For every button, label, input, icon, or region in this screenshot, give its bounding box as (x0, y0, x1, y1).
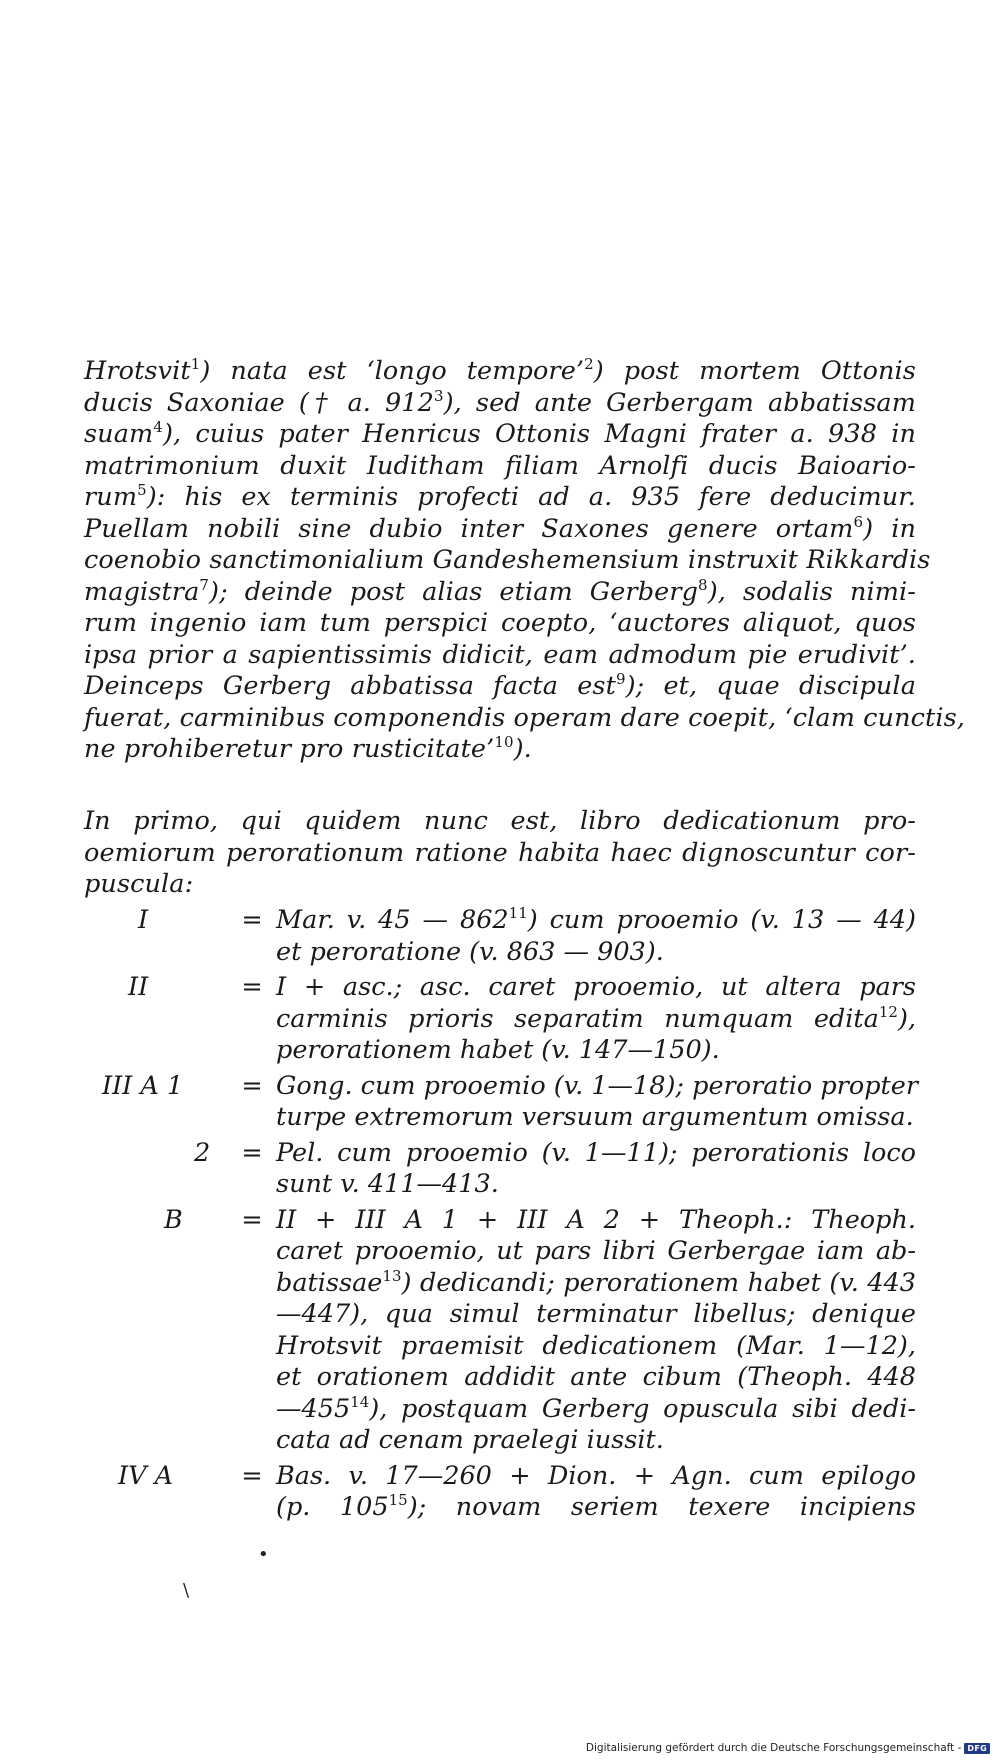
entry-description (276, 1461, 916, 1524)
footnote-ref: 11 (508, 904, 528, 922)
text-run: —455 (276, 1393, 351, 1424)
text-run: Mar. v. 45 — 862 (276, 905, 509, 935)
text-line (276, 1035, 916, 1067)
text-run: ); et, quae discipula (625, 671, 916, 701)
text-run: rum ingenio iam tum perspici coepto, ‘auctores aliquot, quos (84, 608, 916, 638)
text-run: ) nata est ‘longo tempore’ (200, 356, 585, 386)
text-run: Bas. v. 17—260 + Dion. + Agn. cum epilogo (276, 1460, 916, 1491)
footnote-ref: 1 (190, 355, 201, 373)
equals-sign: = (241, 1204, 263, 1235)
text-run: Puellam nobili sine dubio inter Saxones genere ortam (84, 513, 854, 544)
text-line (84, 640, 916, 672)
text-run: turpe extremorum versuum argumentum omissa. (276, 1102, 914, 1132)
text-run: —447), qua simul terminatur libellus; denique (276, 1299, 916, 1329)
entry-description (276, 1138, 916, 1201)
text-line (276, 1169, 916, 1201)
text-run: cata ad cenam praelegi iussit. (276, 1425, 664, 1455)
entry-label: 2 (194, 1137, 211, 1168)
text-line (276, 1425, 916, 1457)
text-line (276, 1492, 916, 1524)
text-run: et peroratione (v. 863 — 903). (276, 936, 664, 967)
text-run: ), sodalis nimi- (707, 576, 916, 607)
text-line (276, 1205, 916, 1237)
text-line (84, 734, 916, 766)
entry-label: II (128, 972, 149, 1002)
dedication-list (84, 904, 919, 1528)
text-run: In primo, qui quidem nunc est, libro dedicationum pro- (84, 806, 916, 836)
entry-description (276, 905, 916, 968)
footnote-ref: 6 (853, 512, 864, 531)
footnote-ref: 15 (388, 1491, 408, 1509)
text-line (84, 388, 916, 420)
text-run: et orationem addidit ante cibum (Theoph. 448 (276, 1362, 916, 1392)
text-run: ipsa prior a sapientissimis didicit, eam admodum pie erudivit’. (84, 639, 916, 670)
text-line (276, 1004, 916, 1036)
footnote-ref: 4 (153, 418, 163, 436)
text-line (276, 1299, 916, 1331)
text-run: ducis Saxoniae († a. 912 (84, 387, 434, 418)
text-line (84, 356, 916, 388)
footnote-ref: 5 (137, 481, 147, 499)
list-item (84, 1205, 916, 1457)
text-run: sunt v. 411—413. (276, 1169, 499, 1199)
footnote-ref: 12 (878, 1002, 898, 1021)
text-line (276, 1102, 916, 1134)
text-run: ); novam seriem texere incipiens (407, 1492, 916, 1522)
text-line (84, 545, 931, 577)
text-run: fuerat, carminibus componendis operam dare coepit, ‘clam cunctis, (84, 702, 965, 733)
text-run: perorationem habet (v. 147—150). (276, 1035, 720, 1065)
text-line (276, 1362, 916, 1394)
text-line (84, 608, 916, 640)
text-run: ) dedicandi; perorationem habet (v. 443 (401, 1267, 916, 1298)
text-line (276, 1394, 916, 1426)
list-item (84, 972, 916, 1067)
text-run: Pel. cum prooemio (v. 1—11); perorationis loco (276, 1137, 916, 1168)
text-run: batissae (276, 1267, 383, 1298)
text-line (84, 577, 916, 609)
text-run: ). (513, 734, 532, 764)
text-run: Hrotsvit praemisit dedicationem (Mar. 1—12), (276, 1330, 916, 1361)
entry-label: IV A (118, 1460, 174, 1491)
dfg-logo: DFG (964, 1743, 990, 1754)
text-line (276, 1331, 916, 1363)
text-line (276, 972, 916, 1004)
paragraph-biography (84, 355, 965, 766)
text-run: matrimonium duxit Iuditham filiam Arnolfi ducis Baioario- (84, 450, 916, 481)
text-line (84, 482, 916, 514)
text-run: puscula: (84, 869, 194, 899)
list-item (84, 1138, 916, 1201)
equals-sign: = (241, 905, 263, 935)
equals-sign: = (241, 1137, 263, 1168)
text-run: ), postquam Gerberg opuscula sibi dedi- (369, 1393, 916, 1424)
entry-description (276, 1070, 919, 1134)
text-line (276, 1461, 916, 1493)
text-line (84, 419, 916, 451)
text-run: coenobio sanctimonialium Gandeshemensium instruxit Rikkardis (84, 545, 931, 575)
footnote-ref: 10 (494, 733, 514, 751)
text-run: caret prooemio, ut pars libri Gerbergae iam ab- (276, 1236, 916, 1266)
footnote-ref: 13 (382, 1266, 402, 1285)
text-run: oemiorum perorationum ratione habita haec dignoscuntur cor- (84, 837, 916, 868)
footnote-ref: 3 (433, 386, 444, 405)
equals-sign: = (241, 1070, 263, 1101)
equals-sign: = (241, 1460, 263, 1491)
text-run: ): his ex terminis profecti ad a. 935 fere deducimur. (146, 482, 916, 512)
list-item (84, 1070, 919, 1134)
text-line (276, 937, 916, 969)
text-run: ) post mortem Ottonis (593, 356, 916, 386)
footnote-ref: 2 (584, 355, 594, 373)
text-run: ne prohiberetur pro rusticitate’ (84, 734, 495, 764)
text-run: rum (84, 482, 138, 512)
text-run: magistra (84, 576, 200, 607)
text-line (84, 451, 916, 483)
text-run: II + III A 1 + III A 2 + Theoph.: Theoph. (276, 1204, 916, 1235)
text-run: ) in (863, 513, 916, 544)
entry-description (276, 1205, 916, 1457)
text-run: ), (897, 1003, 916, 1034)
text-line (84, 671, 916, 703)
text-run: suam (84, 419, 154, 449)
entry-description (276, 972, 916, 1067)
text-run: Deinceps Gerberg abbatissa facta est (84, 671, 616, 701)
text-line (84, 514, 916, 546)
text-line (276, 1236, 916, 1268)
text-run: Gong. cum prooemio (v. 1—18); peroratio propter (276, 1070, 919, 1101)
text-run: Hrotsvit (84, 356, 191, 386)
list-item (84, 905, 916, 968)
digitization-footer (586, 1742, 990, 1754)
entry-label: I (138, 905, 149, 935)
text-line (276, 905, 916, 937)
text-line (84, 869, 916, 901)
text-run: (p. 105 (276, 1492, 389, 1522)
text-run: carminis prioris separatim numquam edita (276, 1003, 879, 1034)
footnote-ref: 14 (350, 1392, 370, 1411)
stray-mark-dot: • (258, 1544, 269, 1565)
footer-text: Digitalisierung gefördert durch die Deutsche Forschungsgemeinschaft - (585, 1742, 962, 1754)
footnote-ref: 9 (615, 670, 626, 688)
text-line (84, 838, 916, 870)
paragraph-intro-list (84, 806, 916, 901)
text-line (276, 1268, 916, 1300)
list-item (84, 1461, 916, 1524)
entry-label: B (164, 1204, 183, 1235)
text-line (276, 1138, 916, 1170)
text-run: ), cuius pater Henricus Ottonis Magni frater a. 938 in (162, 419, 916, 449)
equals-sign: = (241, 972, 263, 1002)
entry-label: III A 1 (102, 1070, 184, 1101)
text-run: ) cum prooemio (v. 13 — 44) (527, 905, 916, 935)
text-run: ), sed ante Gerbergam abbatissam (443, 387, 916, 418)
text-run: ); deinde post alias etiam Gerberg (209, 576, 699, 607)
text-line (84, 702, 965, 735)
text-run: I + asc.; asc. caret prooemio, ut altera pars (276, 972, 916, 1002)
stray-mark-stroke: \ (183, 1580, 190, 1601)
footnote-ref: 8 (698, 575, 708, 594)
text-line (84, 806, 916, 838)
footnote-ref: 7 (199, 575, 210, 594)
text-line (276, 1070, 919, 1103)
